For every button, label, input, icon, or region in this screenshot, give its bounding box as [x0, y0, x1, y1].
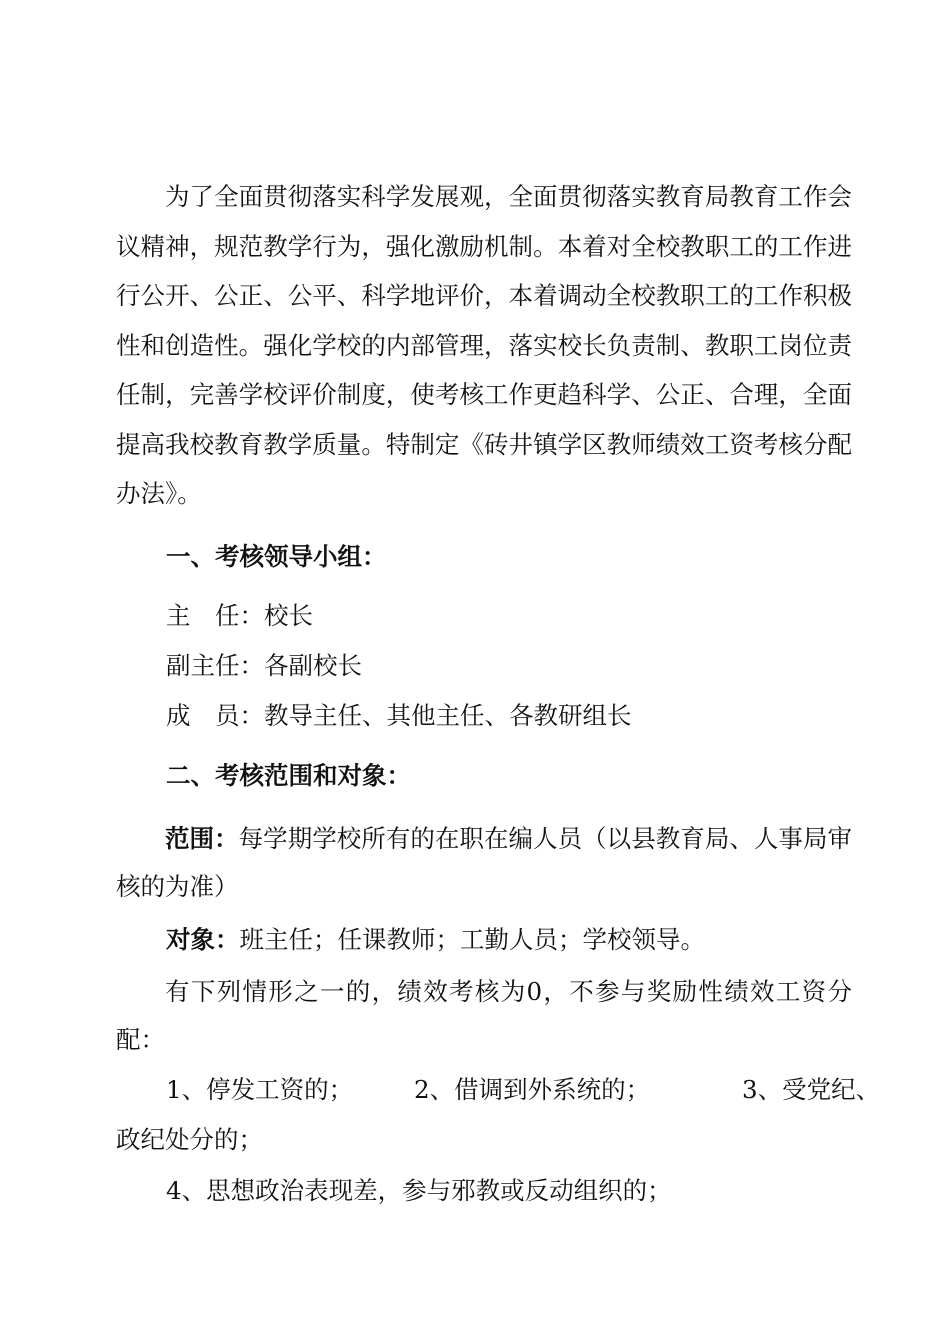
scope-label: 范围：: [165, 824, 239, 853]
member-label: 成 员：: [166, 701, 264, 730]
target-line: [166, 924, 705, 956]
member-value: 教导主任、其他主任、各教研组长: [264, 701, 632, 730]
director-line: [166, 600, 313, 632]
exclusion-item-2: 2、借调到外系统的；: [414, 1075, 651, 1104]
section1-heading: 一、考核领导小组：: [166, 542, 387, 571]
exclusion-item-3: 3、受党纪、: [742, 1075, 881, 1104]
director-label: 主 任：: [166, 601, 264, 630]
deputy-value: 各副校长: [264, 651, 362, 680]
exclusion-item-4: 4、思想政治表现差，参与邪教或反动组织的；: [166, 1176, 672, 1205]
director-value: 校长: [264, 601, 313, 630]
target-text: 班主任；任课教师；工勤人员；学校领导。: [239, 925, 705, 954]
intro-paragraph: 为了全面贯彻落实科学发展观，全面贯彻落实教育局教育工作会议精神，规范教学行为，强化激励机制。本着对全校教职工的工作进行公开、公正、公平、科学地评价，本着调动全校教职工的工作积极性和创造性。强化学校的内部管理，落实校长负责制、教职工岗位责任制，完善学校评价制度，使考核工作更趋科学、公正、合理，全面提高我校教育教学质量。特制定《砖井镇学区教师绩效工资考核分配办法》。: [116, 182, 852, 508]
scope-text: 每学期学校所有的在职在编人员（以县教育局、人事局审核的为准）: [116, 824, 853, 901]
scope-paragraph: [116, 815, 852, 911]
member-line: [166, 700, 632, 732]
exclusion-item-3-cont: 政纪处分的；: [116, 1125, 263, 1154]
deputy-line: [166, 650, 362, 682]
exclusion-intro: 有下列情形之一的，绩效考核为0，不参与奖励性绩效工资分配：: [116, 977, 852, 1054]
section2-heading: 二、考核范围和对象：: [166, 761, 411, 790]
target-label: 对象：: [166, 925, 240, 954]
deputy-label: 副主任：: [166, 651, 264, 680]
exclusion-item-1: 1、停发工资的；: [166, 1075, 354, 1104]
